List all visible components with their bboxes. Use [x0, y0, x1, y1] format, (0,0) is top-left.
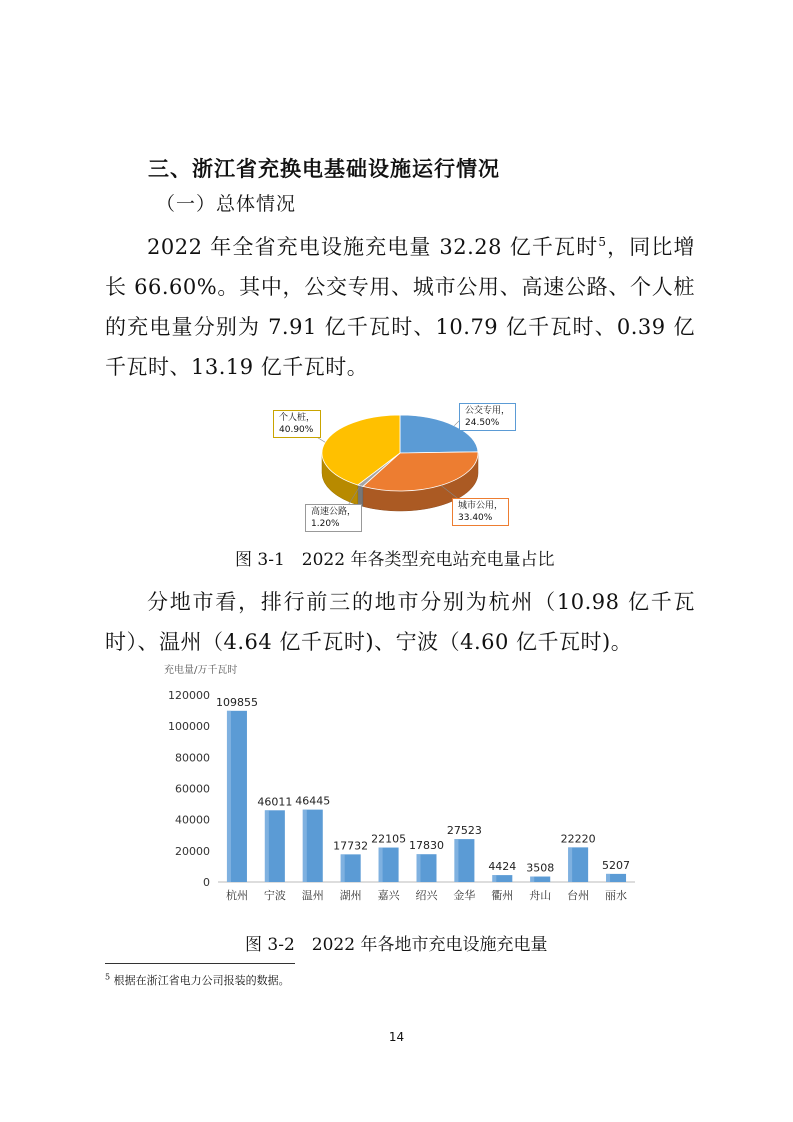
bar-value-label-10: 5207: [602, 858, 631, 872]
bar-value-label-1: 46011: [257, 795, 293, 809]
y-tick-label-2: 40000: [175, 813, 210, 827]
pie-chart: [255, 395, 545, 535]
pie-label-bus: 公交专用， 24.50%: [459, 403, 516, 431]
footnote-divider: [105, 963, 295, 964]
footnote: $^5$ 根据在浙江省电力公司报装的数据。: [105, 972, 290, 987]
bar-value-label-9: 22220: [560, 832, 596, 846]
y-tick-label-6: 120000: [168, 689, 210, 702]
pie-label-city: 城市公用， 33.40%: [452, 498, 509, 526]
y-tick-label-0: 0: [203, 876, 210, 889]
bar-highlight-1: [265, 810, 269, 882]
bar-highlight-8: [530, 877, 534, 882]
bar-highlight-4: [379, 848, 383, 882]
paragraph-cities: 分地市看，排行前三的地市分别为杭州（10.98 亿千瓦时）、温州（4.64 亿千瓦时)、宁波（4.60 亿千瓦时)。: [105, 590, 695, 654]
bar-highlight-10: [606, 874, 610, 882]
subsection-title: （一）总体情况: [156, 193, 297, 215]
x-tick-label-0: 杭州: [225, 889, 248, 902]
x-tick-label-5: 绍兴: [415, 889, 438, 902]
figure1-caption: 图 3-1 2022 年各类型充电站充电量占比: [235, 550, 555, 570]
y-tick-label-3: 60000: [175, 782, 210, 796]
y-tick-label-4: 80000: [175, 751, 210, 765]
bar-value-label-0: 109855: [215, 695, 258, 709]
bar-highlight-3: [341, 854, 345, 882]
paragraph-overall: 2022 年全省充电设施充电量 32.28 亿千瓦时$^5$，同比增长 66.60%。其中，公交专用、城市公用、高速公路、个人桩的充电量分别为 7.91 亿千瓦时、10.79 亿千瓦时、0.39 亿千瓦时、13.19 亿千瓦时。: [105, 235, 695, 379]
bar-value-label-4: 22105: [371, 832, 407, 846]
y-tick-label-1: 20000: [175, 844, 210, 858]
bar-highlight-6: [454, 839, 458, 882]
page-number: 14: [388, 1030, 405, 1044]
pie-label-highway: 高速公路， 1.20%: [305, 504, 362, 532]
x-tick-label-3: 湖州: [339, 889, 362, 902]
x-tick-label-7: 衢州: [491, 889, 514, 902]
bar-highlight-9: [568, 847, 572, 882]
x-tick-label-4: 嘉兴: [377, 889, 400, 902]
x-tick-label-1: 宁波: [263, 889, 286, 902]
figure2-caption: 图 3-2 2022 年各地市充电设施充电量: [245, 935, 548, 955]
x-tick-label-10: 丽水: [605, 889, 628, 902]
bar-highlight-0: [227, 711, 231, 882]
section-title: 三、浙江省充换电基础设施运行情况: [148, 157, 500, 181]
pie-label-personal: 个人桩， 40.90%: [273, 410, 321, 438]
bar-value-label-8: 3508: [526, 861, 555, 875]
bar-value-label-2: 46445: [295, 794, 331, 808]
bar-chart: [160, 660, 640, 915]
bar-value-label-3: 17732: [333, 839, 369, 853]
y-axis-title: 充电量/万千瓦时: [164, 665, 238, 676]
bar-highlight-2: [303, 810, 307, 882]
bar-chart-svg: [160, 660, 640, 915]
bar-highlight-7: [492, 875, 496, 882]
x-tick-label-9: 台州: [567, 889, 590, 902]
x-tick-label-2: 温州: [301, 889, 324, 902]
bar-value-label-7: 4424: [488, 860, 517, 874]
y-tick-label-5: 100000: [168, 720, 210, 734]
x-tick-label-6: 金华: [453, 889, 476, 902]
x-tick-label-8: 舟山: [529, 889, 552, 902]
footnote-ref: 5: [598, 235, 607, 249]
bar-highlight-5: [417, 854, 421, 882]
bar-value-label-6: 27523: [446, 824, 482, 838]
bar-value-label-5: 17830: [409, 839, 444, 853]
